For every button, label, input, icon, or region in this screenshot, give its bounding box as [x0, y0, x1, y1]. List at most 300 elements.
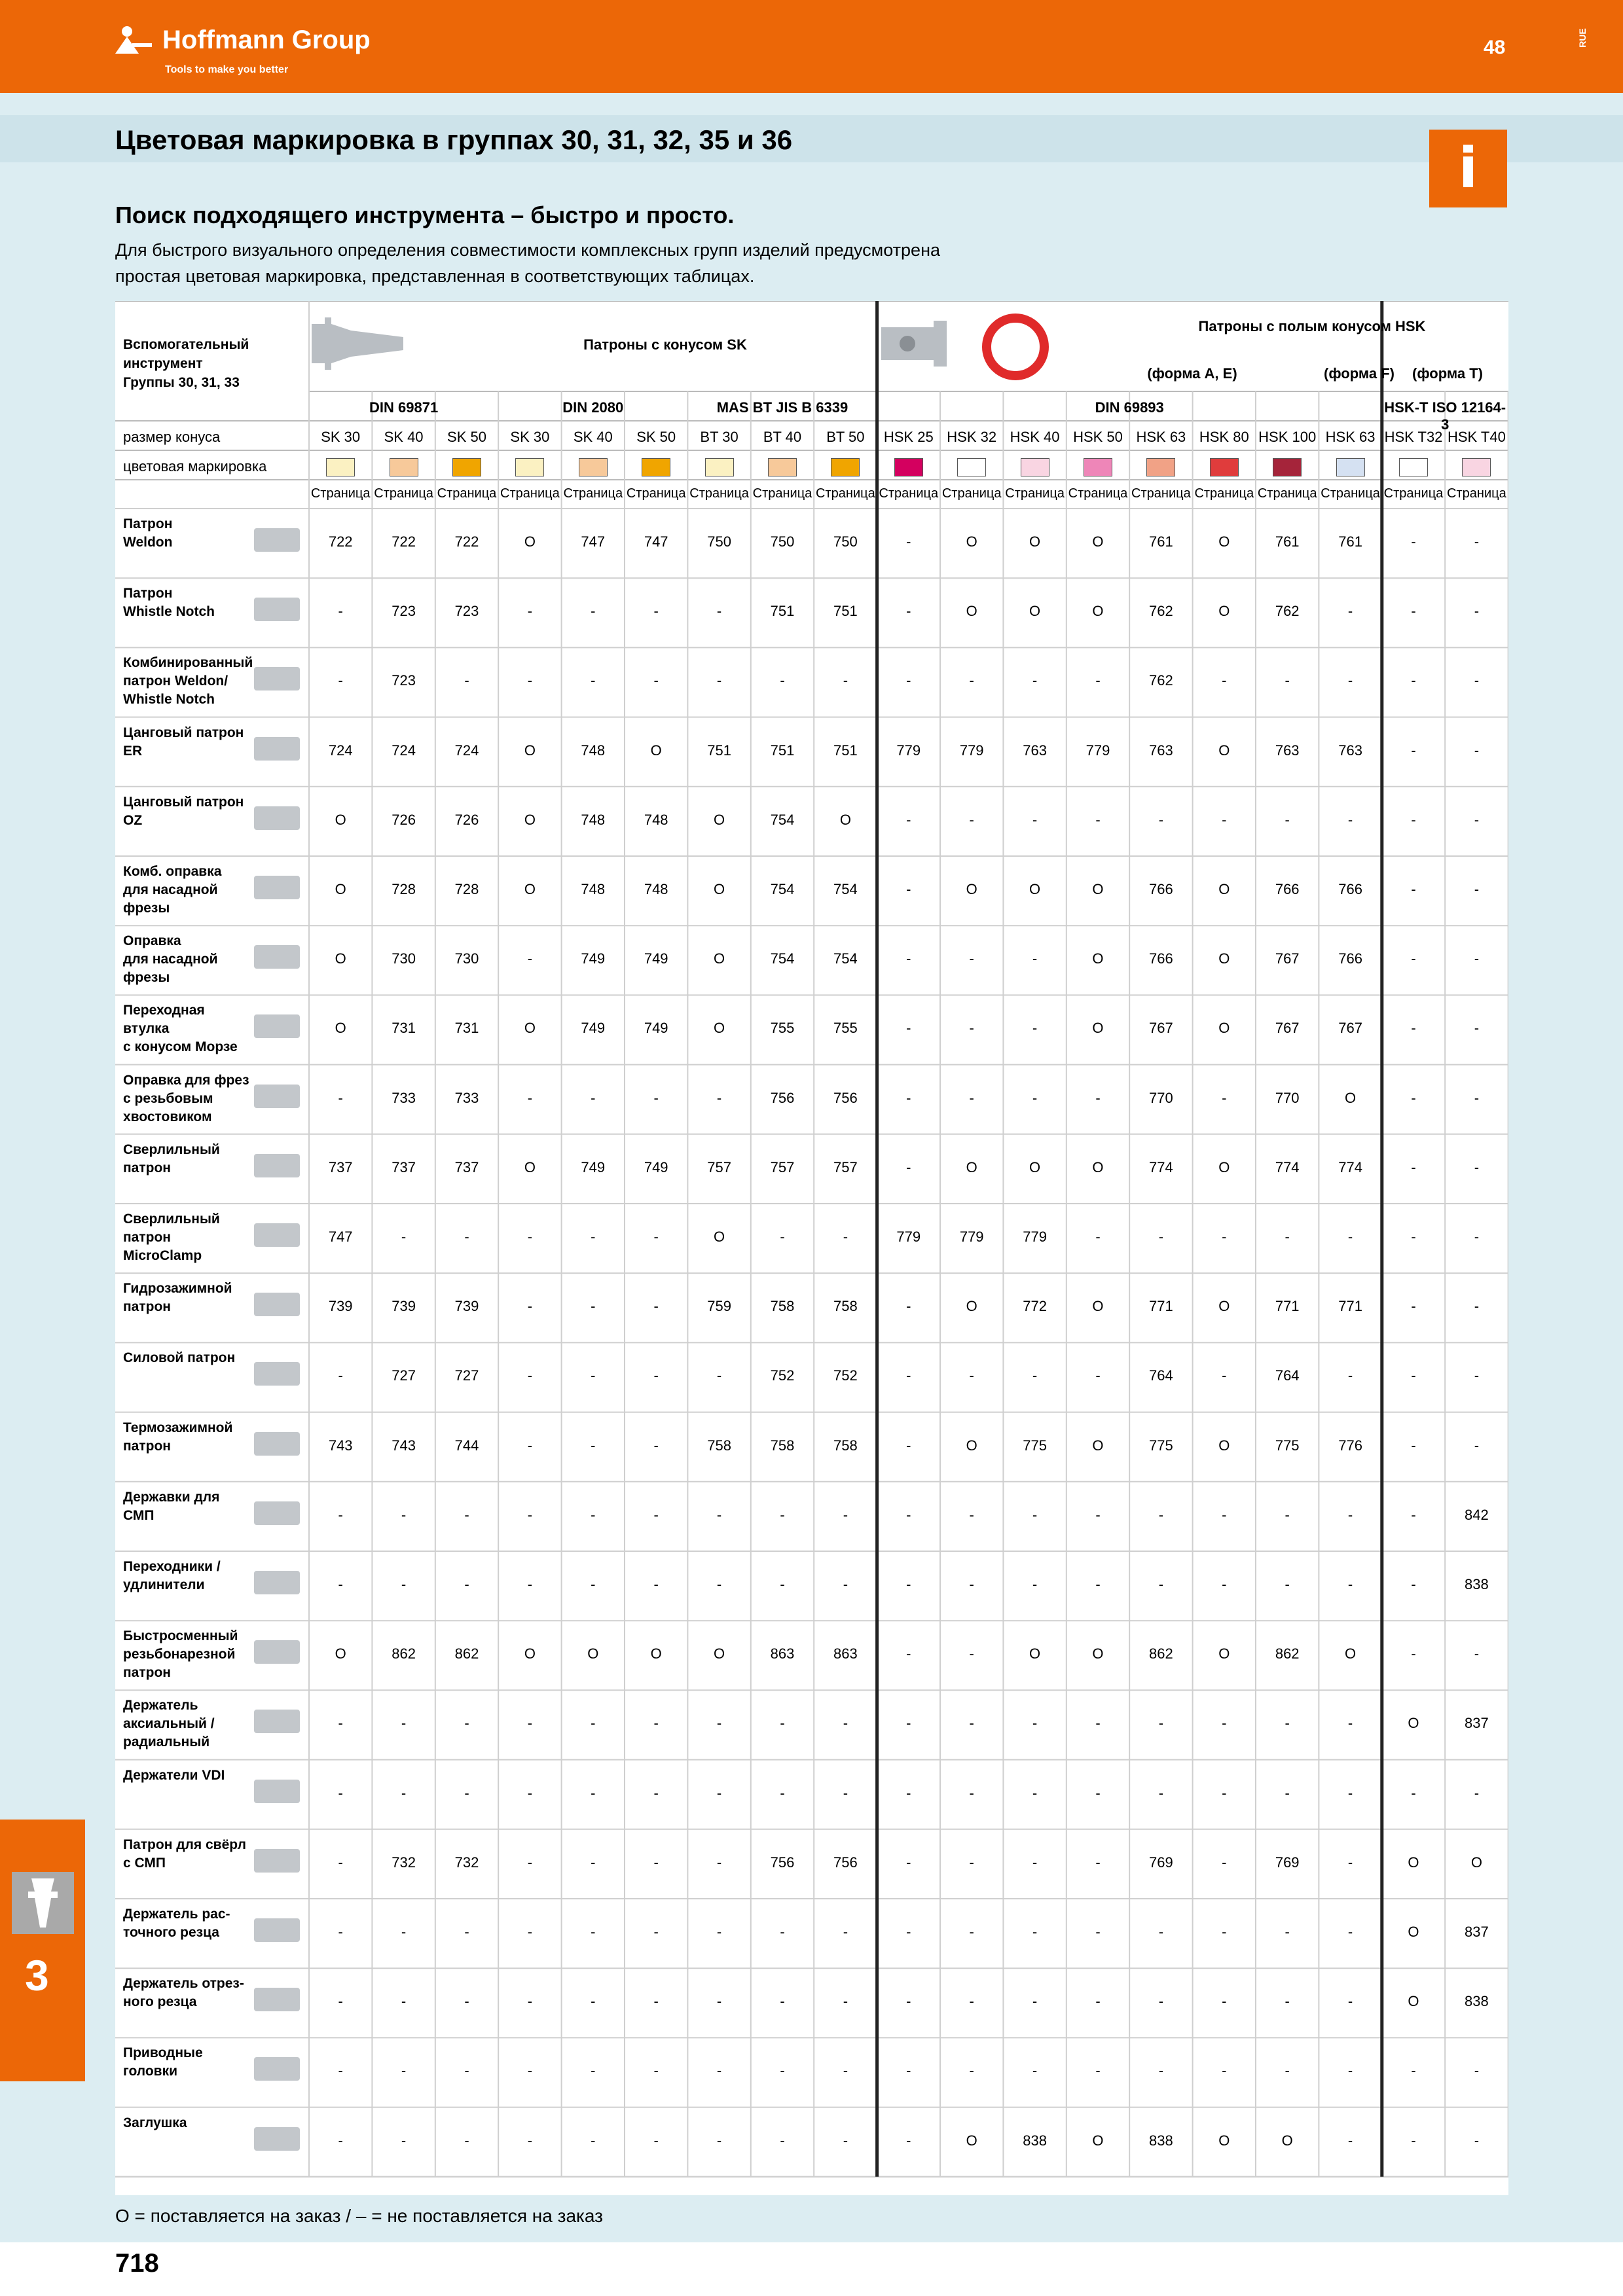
- tool-icon: [254, 876, 300, 899]
- tool-icon: [254, 945, 300, 969]
- table-cell: -: [338, 1367, 343, 1384]
- table-cell: -: [464, 2132, 469, 2149]
- table-cell: -: [1032, 1367, 1038, 1384]
- table-cell: 754: [770, 881, 795, 897]
- tool-icon: [254, 667, 300, 691]
- column-header: HSK 63: [1325, 429, 1376, 445]
- table-cell: -: [1095, 1854, 1101, 1871]
- tool-name-line: патрон: [123, 1438, 171, 1454]
- table-cell: O: [1218, 2132, 1230, 2149]
- table-cell: -: [906, 1506, 911, 1523]
- table-cell: -: [527, 603, 533, 620]
- table-cell: O: [1408, 1715, 1419, 1732]
- table-cell: 774: [1149, 1158, 1173, 1175]
- table-cell: -: [1032, 2062, 1038, 2079]
- table-cell: O: [1029, 533, 1041, 550]
- table-cell: -: [527, 672, 533, 689]
- table-cell: -: [527, 1367, 533, 1384]
- tool-name-line: MicroClamp: [123, 1248, 202, 1263]
- table-cell: 774: [1338, 1158, 1362, 1175]
- table-cell: 748: [581, 881, 606, 897]
- table-cell: 747: [644, 533, 668, 550]
- table-cell: 758: [770, 1298, 795, 1315]
- table-cell: -: [527, 950, 533, 967]
- legend-footnote: O = поставляется на заказ / – = не поставляется на заказ: [115, 2206, 603, 2226]
- table-cell: -: [1347, 2132, 1353, 2149]
- table-cell: 724: [392, 742, 416, 759]
- table-cell: -: [780, 2062, 785, 2079]
- table-cell: 755: [770, 1020, 795, 1037]
- table-cell: O: [335, 950, 346, 967]
- tool-name-line: с СМП: [123, 1855, 166, 1871]
- table-cell: -: [969, 950, 974, 967]
- table-cell: -: [1285, 1993, 1290, 2010]
- tool-name: [123, 1001, 254, 1056]
- table-cell: -: [1032, 1993, 1038, 2010]
- tool-name-line: патрон: [123, 1230, 171, 1245]
- table-cell: -: [1222, 1089, 1227, 1106]
- tool-icon: [254, 1085, 300, 1108]
- color-swatch: [1084, 458, 1112, 476]
- table-cell: -: [653, 1993, 659, 2010]
- tool-name-line: Гидрозажимной: [123, 1281, 232, 1297]
- table-cell: -: [843, 1784, 848, 1801]
- table-cell: -: [591, 1784, 596, 1801]
- table-cell: -: [1158, 1229, 1164, 1245]
- table-cell: -: [653, 1576, 659, 1592]
- table-cell: 754: [833, 881, 858, 897]
- table-cell: -: [338, 2062, 343, 2079]
- table-cell: O: [1092, 1158, 1104, 1175]
- table-cell: -: [464, 1784, 469, 1801]
- table-cell: 728: [454, 881, 479, 897]
- table-cell: O: [524, 1020, 536, 1037]
- table-cell: -: [527, 1437, 533, 1454]
- table-cell: -: [464, 672, 469, 689]
- standard-label: DIN 69871: [369, 399, 439, 416]
- table-cell: 747: [328, 1229, 353, 1245]
- color-swatch: [831, 458, 860, 476]
- tool-icon: [254, 1918, 300, 1942]
- table-cell: -: [1411, 1645, 1416, 1662]
- table-cell: 762: [1275, 603, 1300, 620]
- tool-icon: [254, 2127, 300, 2151]
- table-cell: -: [1285, 1576, 1290, 1592]
- tool-name: [123, 1627, 254, 1682]
- table-cell: 761: [1275, 533, 1300, 550]
- tool-name-line: Патрон для свёрл: [123, 1837, 246, 1852]
- table-cell: -: [969, 1089, 974, 1106]
- table-cell: -: [591, 1854, 596, 1871]
- table-cell: -: [1095, 672, 1101, 689]
- table-cell: O: [1218, 1298, 1230, 1315]
- color-swatch: [515, 458, 544, 476]
- table-cell: -: [1474, 2132, 1480, 2149]
- table-cell: 737: [328, 1158, 353, 1175]
- table-cell: -: [1474, 1089, 1480, 1106]
- table-cell: -: [780, 672, 785, 689]
- row-label-size: размер конуса: [123, 429, 221, 445]
- table-cell: -: [338, 1924, 343, 1940]
- table-cell: 723: [392, 672, 416, 689]
- standard-label: DIN 69893: [1095, 399, 1164, 416]
- table-cell: -: [338, 1576, 343, 1592]
- page-number-bottom: 718: [115, 2249, 159, 2278]
- info-icon: i: [1429, 130, 1507, 207]
- table-cell: -: [906, 1854, 911, 1871]
- table-cell: -: [527, 1715, 533, 1732]
- hsk-form-ae: (форма A, E): [1147, 365, 1237, 382]
- page-column-label: Страница: [437, 486, 497, 501]
- table-cell: 756: [770, 1089, 795, 1106]
- page-column-label: Страница: [1068, 486, 1128, 501]
- corner-line: Группы 30, 31, 33: [123, 375, 240, 390]
- table-cell: 756: [833, 1089, 858, 1106]
- table-cell: 770: [1149, 1089, 1173, 1106]
- page-column-label: Страница: [1131, 486, 1191, 501]
- color-swatch: [452, 458, 481, 476]
- table-cell: -: [591, 1229, 596, 1245]
- tool-name-line: Патрон: [123, 516, 173, 531]
- table-cell: -: [780, 2132, 785, 2149]
- table-cell: -: [843, 2062, 848, 2079]
- tool-name: [123, 515, 254, 552]
- table-cell: -: [969, 1784, 974, 1801]
- table-cell: -: [1285, 1229, 1290, 1245]
- tool-name-line: головки: [123, 2064, 177, 2079]
- tool-name-line: Комбинированный: [123, 655, 253, 671]
- tool-name-line: Whistle Notch: [123, 692, 215, 708]
- table-cell: 766: [1338, 950, 1362, 967]
- table-cell: 766: [1275, 881, 1300, 897]
- table-cell: -: [780, 1784, 785, 1801]
- table-cell: -: [906, 1158, 911, 1175]
- table-cell: 731: [454, 1020, 479, 1037]
- table-cell: -: [1474, 742, 1480, 759]
- column-header: HSK 100: [1258, 429, 1317, 445]
- tool-icon: [254, 598, 300, 621]
- column-header: HSK 40: [1010, 429, 1060, 445]
- table-cell: O: [1218, 950, 1230, 967]
- table-cell: 732: [454, 1854, 479, 1871]
- tool-name: [123, 1280, 254, 1316]
- table-cell: 774: [1275, 1158, 1300, 1175]
- table-cell: O: [587, 1645, 599, 1662]
- tool-holder-icon: [12, 1872, 74, 1934]
- table-cell: 767: [1338, 1020, 1362, 1037]
- table-cell: 749: [644, 1020, 668, 1037]
- table-cell: -: [1285, 811, 1290, 828]
- table-cell: -: [780, 1229, 785, 1245]
- table-cell: 862: [1275, 1645, 1300, 1662]
- page-column-label: Страница: [310, 486, 371, 501]
- table-cell: -: [716, 2132, 722, 2149]
- tool-name-line: Оправка: [123, 933, 181, 949]
- table-cell: O: [1029, 1158, 1041, 1175]
- table-cell: -: [527, 1993, 533, 2010]
- tool-name-line: Термозажимной: [123, 1420, 233, 1435]
- table-cell: -: [591, 1298, 596, 1315]
- table-cell: 767: [1275, 1020, 1300, 1037]
- table-cell: 752: [770, 1367, 795, 1384]
- tool-name: [123, 1696, 254, 1751]
- table-cell: -: [401, 1576, 407, 1592]
- table-cell: O: [524, 1645, 536, 1662]
- table-cell: -: [1411, 811, 1416, 828]
- table-cell: -: [969, 1715, 974, 1732]
- corner-line: инструмент: [123, 356, 203, 371]
- table-cell: -: [969, 1020, 974, 1037]
- tool-name-line: Цанговый патрон: [123, 794, 244, 810]
- tool-name-line: для насадной: [123, 952, 218, 967]
- table-cell: -: [401, 1993, 407, 2010]
- tool-name: [123, 1349, 254, 1367]
- page-title: Цветовая маркировка в группах 30, 31, 32, 35 и 36: [115, 124, 793, 155]
- table-cell: -: [906, 1576, 911, 1592]
- table-cell: -: [653, 1715, 659, 1732]
- table-cell: O: [1092, 1020, 1104, 1037]
- column-header: HSK 32: [947, 429, 997, 445]
- tool-name-line: патрон Weldon/: [123, 673, 228, 689]
- table-cell: -: [1032, 1854, 1038, 1871]
- table-cell: -: [1032, 1715, 1038, 1732]
- table-cell: -: [1347, 1229, 1353, 1245]
- table-cell: -: [1222, 1506, 1227, 1523]
- table-cell: -: [401, 1784, 407, 1801]
- table-cell: 747: [581, 533, 606, 550]
- corner-label: [123, 335, 280, 392]
- table-cell: 779: [896, 1229, 921, 1245]
- page-number-top: 48: [1484, 37, 1506, 58]
- table-cell: O: [335, 1645, 346, 1662]
- page-column-label: Страница: [752, 486, 812, 501]
- tool-name: [123, 2044, 254, 2081]
- table-cell: -: [1411, 881, 1416, 897]
- table-cell: 723: [454, 603, 479, 620]
- tool-icon: [254, 1640, 300, 1664]
- chapter-tab[interactable]: [0, 1820, 85, 2081]
- table-cell: 754: [833, 950, 858, 967]
- group-hsk-label: Патроны с полым конусом HSK: [1198, 318, 1426, 334]
- table-cell: -: [1032, 950, 1038, 967]
- table-cell: -: [1285, 1924, 1290, 1940]
- table-cell: -: [1474, 533, 1480, 550]
- table-cell: -: [906, 1298, 911, 1315]
- table-cell: -: [1347, 672, 1353, 689]
- table-cell: 751: [707, 742, 731, 759]
- table-cell: 728: [392, 881, 416, 897]
- table-cell: O: [714, 1645, 725, 1662]
- table-cell: -: [843, 1924, 848, 1940]
- page-column-label: Страница: [1447, 486, 1506, 501]
- table-cell: -: [969, 1576, 974, 1592]
- table-cell: -: [1222, 1367, 1227, 1384]
- table-cell: 761: [1338, 533, 1362, 550]
- table-cell: 838: [1023, 2132, 1047, 2149]
- table-cell: -: [969, 1367, 974, 1384]
- table-cell: 757: [833, 1158, 858, 1175]
- table-cell: -: [1411, 1437, 1416, 1454]
- table-cell: -: [1095, 1924, 1101, 1940]
- table-cell: -: [1222, 1715, 1227, 1732]
- table-cell: -: [1032, 1506, 1038, 1523]
- table-cell: -: [843, 1715, 848, 1732]
- table-cell: -: [1411, 1576, 1416, 1592]
- color-swatch: [579, 458, 608, 476]
- table-cell: -: [1347, 603, 1353, 620]
- tool-name-line: фрезы: [123, 970, 170, 986]
- table-cell: -: [969, 1506, 974, 1523]
- table-cell: -: [1095, 1715, 1101, 1732]
- table-cell: -: [401, 1506, 407, 1523]
- page-column-label: Страница: [1194, 486, 1254, 501]
- table-cell: -: [1222, 2062, 1227, 2079]
- table-cell: -: [906, 950, 911, 967]
- table-cell: O: [1218, 881, 1230, 897]
- table-cell: 732: [392, 1854, 416, 1871]
- group-sk-label: Патроны с конусом SK: [583, 336, 747, 353]
- column-header: HSK 50: [1073, 429, 1123, 445]
- table-cell: -: [969, 1645, 974, 1662]
- table-cell: 756: [833, 1854, 858, 1871]
- tool-name: [123, 1558, 254, 1594]
- color-swatch: [768, 458, 797, 476]
- table-cell: -: [591, 1367, 596, 1384]
- tool-name-line: патрон: [123, 1160, 171, 1175]
- table-cell: -: [1158, 811, 1164, 828]
- table-cell: 762: [1149, 672, 1173, 689]
- page-column-label: Страница: [1005, 486, 1065, 501]
- tool-name: [123, 1488, 254, 1525]
- table-cell: -: [1285, 672, 1290, 689]
- table-cell: 733: [454, 1089, 479, 1106]
- table-cell: -: [653, 1367, 659, 1384]
- table-cell: -: [1474, 1020, 1480, 1037]
- table-cell: 751: [833, 603, 858, 620]
- table-cell: 770: [1275, 1089, 1300, 1106]
- table-cell: 779: [959, 742, 984, 759]
- table-cell: -: [464, 1924, 469, 1940]
- brand-logo[interactable]: [113, 24, 371, 56]
- table-cell: -: [1474, 1229, 1480, 1245]
- tool-name: [123, 2114, 254, 2132]
- table-cell: -: [653, 1298, 659, 1315]
- page-column-label: Страница: [500, 486, 560, 501]
- column-header: HSK T32: [1384, 429, 1443, 445]
- table-cell: -: [1095, 1993, 1101, 2010]
- tool-name: [123, 1210, 254, 1265]
- table-cell: O: [714, 881, 725, 897]
- table-cell: O: [1345, 1089, 1357, 1106]
- table-cell: -: [906, 881, 911, 897]
- table-cell: O: [714, 1020, 725, 1037]
- table-cell: -: [906, 1020, 911, 1037]
- table-cell: -: [1032, 1576, 1038, 1592]
- table-cell: -: [464, 1715, 469, 1732]
- column-header: SK 50: [636, 429, 676, 445]
- table-cell: O: [966, 881, 977, 897]
- page-column-label: Страница: [563, 486, 623, 501]
- column-header: BT 40: [763, 429, 802, 445]
- table-cell: -: [716, 672, 722, 689]
- table-cell: 862: [392, 1645, 416, 1662]
- table-cell: 730: [392, 950, 416, 967]
- table-cell: -: [591, 2062, 596, 2079]
- tool-name-line: Приводные: [123, 2045, 203, 2061]
- table-cell: -: [653, 1924, 659, 1940]
- table-cell: 743: [392, 1437, 416, 1454]
- table-cell: -: [1411, 533, 1416, 550]
- table-cell: -: [591, 672, 596, 689]
- table-cell: O: [1092, 1437, 1104, 1454]
- tool-icon: [254, 1710, 300, 1733]
- tool-name-line: аксиальный /: [123, 1716, 215, 1732]
- table-cell: 762: [1149, 603, 1173, 620]
- table-cell: 727: [454, 1367, 479, 1384]
- table-cell: 863: [770, 1645, 795, 1662]
- table-cell: 739: [454, 1298, 479, 1315]
- standard-label: HSK-T ISO 12164-3: [1384, 399, 1506, 433]
- table-cell: O: [966, 2132, 977, 2149]
- table-cell: -: [843, 1576, 848, 1592]
- table-cell: -: [1474, 811, 1480, 828]
- hsk-form-f: (форма F): [1324, 365, 1395, 382]
- table-cell: 769: [1275, 1854, 1300, 1871]
- tool-icon: [254, 1154, 300, 1177]
- table-cell: O: [1092, 603, 1104, 620]
- table-cell: -: [906, 1367, 911, 1384]
- table-cell: -: [1474, 603, 1480, 620]
- table-cell: O: [1092, 2132, 1104, 2149]
- table-cell: O: [1092, 881, 1104, 897]
- tool-name: [123, 1836, 254, 1873]
- table-cell: -: [716, 1715, 722, 1732]
- table-cell: 779: [1085, 742, 1110, 759]
- table-cell: 749: [581, 1158, 606, 1175]
- tool-icon: [254, 1014, 300, 1038]
- table-cell: 749: [644, 1158, 668, 1175]
- brand-tagline: Tools to make you better: [165, 64, 289, 75]
- table-cell: 776: [1338, 1437, 1362, 1454]
- table-cell: -: [1095, 1229, 1101, 1245]
- table-cell: O: [1218, 1020, 1230, 1037]
- table-cell: O: [524, 881, 536, 897]
- table-cell: 767: [1275, 950, 1300, 967]
- table-cell: 743: [328, 1437, 353, 1454]
- table-cell: 751: [833, 742, 858, 759]
- table-cell: -: [1347, 1924, 1353, 1940]
- table-cell: -: [1411, 1506, 1416, 1523]
- table-cell: -: [969, 2062, 974, 2079]
- tool-name-line: ного резца: [123, 1994, 197, 2010]
- table-cell: -: [1411, 1298, 1416, 1315]
- table-cell: O: [524, 533, 536, 550]
- table-cell: 748: [644, 881, 668, 897]
- table-cell: -: [1411, 1784, 1416, 1801]
- table-cell: -: [1347, 1576, 1353, 1592]
- table-cell: O: [1092, 950, 1104, 967]
- table-cell: O: [335, 1020, 346, 1037]
- table-cell: -: [1222, 1924, 1227, 1940]
- tool-name: [123, 793, 254, 830]
- table-cell: 750: [707, 533, 731, 550]
- table-cell: -: [401, 2132, 407, 2149]
- table-cell: O: [1218, 1158, 1230, 1175]
- table-cell: -: [716, 1854, 722, 1871]
- tool-name-line: OZ: [123, 812, 143, 828]
- table-cell: -: [1285, 2062, 1290, 2079]
- table-cell: -: [338, 603, 343, 620]
